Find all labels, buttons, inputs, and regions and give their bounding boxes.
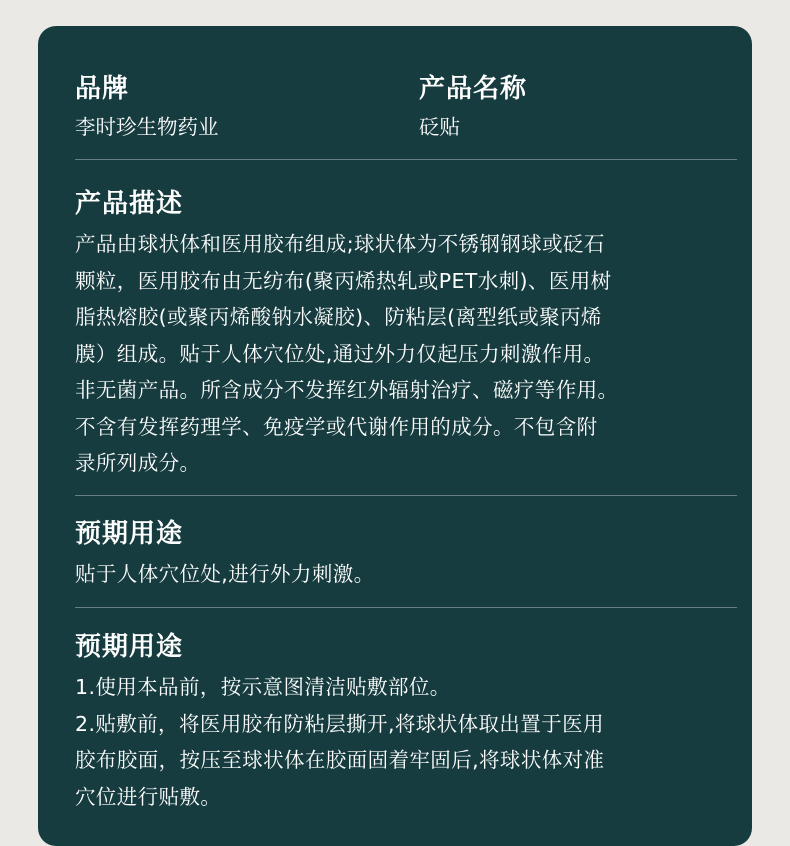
product-name-value: 砭贴	[419, 115, 460, 139]
usage-line: 2.贴敷前，将医用胶布防粘层撕开,将球状体取出置于医用	[75, 711, 604, 736]
product-name-label: 产品名称	[419, 74, 528, 104]
usage-line: 胶布胶面，按压至球状体在胶面固着牢固后,将球状体对准	[75, 748, 605, 772]
usage-line: 穴位进行贴敷。	[75, 784, 222, 809]
usage-heading: 预期用途	[75, 632, 184, 662]
divider	[75, 495, 737, 496]
brand-label: 品牌	[75, 74, 130, 104]
divider	[75, 159, 737, 160]
description-line: 膜）组成。贴于人体穴位处,通过外力仅起压力刺激作用。	[75, 341, 605, 366]
brand-product-row	[75, 71, 739, 151]
product-info-card	[38, 26, 752, 846]
description-line: 脂热熔胶(或聚丙烯酸钠水凝胶)、防粘层(离型纸或聚丙烯	[75, 305, 602, 329]
product-name-block	[419, 71, 527, 143]
divider	[75, 607, 737, 608]
description-line: 录所列成分。	[75, 451, 201, 475]
intended-use-section	[75, 516, 739, 593]
usage-section	[75, 629, 739, 815]
brand-value: 李时珍生物药业	[75, 115, 219, 139]
intended-use-heading: 预期用途	[75, 519, 184, 549]
intended-use-text	[75, 556, 739, 593]
intended-use-line: 贴于人体穴位处,进行外力刺激。	[75, 562, 375, 586]
description-heading: 产品描述	[75, 189, 184, 219]
brand-block	[75, 71, 219, 143]
description-section	[75, 186, 739, 482]
description-text	[75, 226, 739, 482]
description-line: 产品由球状体和医用胶布组成;球状体为不锈钢钢球或砭石	[75, 232, 605, 256]
description-line: 非无菌产品。所含成分不发挥红外辐射治疗、磁疗等作用。	[75, 378, 619, 402]
description-line: 不含有发挥药理学、免疫学或代谢作用的成分。不包含附	[75, 414, 598, 439]
usage-text	[75, 669, 739, 815]
usage-line: 1.使用本品前，按示意图清洁贴敷部位。	[75, 675, 451, 699]
description-line: 颗粒，医用胶布由无纺布(聚丙烯热轧或PET水刺)、医用树	[75, 268, 612, 293]
